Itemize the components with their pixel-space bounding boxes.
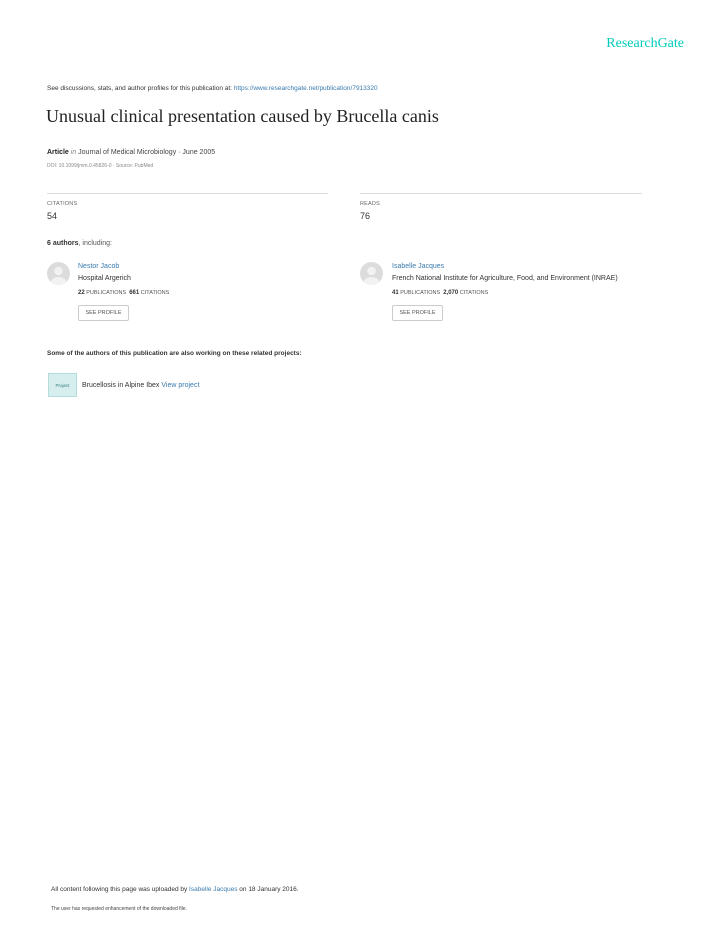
authors-count: 6 authors — [47, 240, 79, 247]
upload-prefix: All content following this page was uploaded by — [51, 886, 188, 893]
see-profile-button[interactable]: SEE PROFILE — [78, 305, 129, 321]
citations-count: 2,070 — [443, 290, 459, 296]
citations-label: CITATIONS — [459, 290, 489, 296]
citations-label: CITATIONS — [140, 290, 170, 296]
author-name-link[interactable]: Isabelle Jacques — [392, 263, 445, 270]
paper-meta — [47, 149, 215, 156]
author-stats — [392, 290, 488, 296]
related-projects-heading: Some of the authors of this publication are also working on these related projects: — [47, 350, 302, 357]
author-affiliation: Hospital Argerich — [78, 275, 131, 282]
reads-value: 76 — [360, 211, 371, 221]
see-profile-button[interactable]: SEE PROFILE — [392, 305, 443, 321]
journal-info: Journal of Medical Microbiology · June 2005 — [78, 149, 216, 156]
publications-label: PUBLICATIONS — [86, 290, 127, 296]
article-type: Article — [47, 149, 69, 156]
reads-label: READS — [360, 201, 380, 207]
uploader-link[interactable]: Isabelle Jacques — [189, 886, 238, 893]
citations-count: 661 — [129, 290, 140, 296]
enhancement-note: The user has requested enhancement of the downloaded file. — [51, 906, 187, 912]
author-affiliation: French National Institute for Agriculture, Food, and Environment (INRAE) — [392, 275, 618, 282]
authors-heading — [47, 240, 112, 247]
upload-suffix: on 18 January 2016. — [239, 886, 299, 893]
author-avatar-icon[interactable] — [360, 262, 383, 285]
publications-count: 22 — [78, 290, 85, 296]
in-label: in — [70, 149, 77, 156]
researchgate-logo: ResearchGate — [606, 36, 684, 51]
author-stats — [78, 290, 169, 296]
publications-count: 41 — [392, 290, 399, 296]
publications-label: PUBLICATIONS — [400, 290, 441, 296]
project-entry — [82, 382, 199, 389]
project-title: Brucellosis in Alpine Ibex — [82, 382, 160, 389]
disclaimer-line — [47, 85, 378, 92]
author-avatar-icon[interactable] — [47, 262, 70, 285]
upload-note — [51, 886, 299, 893]
paper-title: Unusual clinical presentation caused by Brucella canis — [46, 106, 439, 126]
author-name-link[interactable]: Nestor Jacob — [78, 263, 120, 270]
view-project-link[interactable]: View project — [161, 382, 200, 389]
disclaimer-text: See discussions, stats, and author profiles for this publication at: — [47, 85, 232, 92]
authors-suffix: , including: — [78, 240, 112, 247]
citations-value: 54 — [47, 211, 58, 221]
citations-label: CITATIONS — [47, 201, 78, 207]
divider-right — [360, 193, 642, 194]
doi-source: DOI: 10.1099/jmm.0.45826-0 · Source: PubMed — [47, 163, 154, 169]
divider-left — [47, 193, 328, 194]
project-icon[interactable]: Project — [48, 373, 77, 397]
publication-url-link[interactable]: https://www.researchgate.net/publication/7913320 — [233, 85, 378, 92]
